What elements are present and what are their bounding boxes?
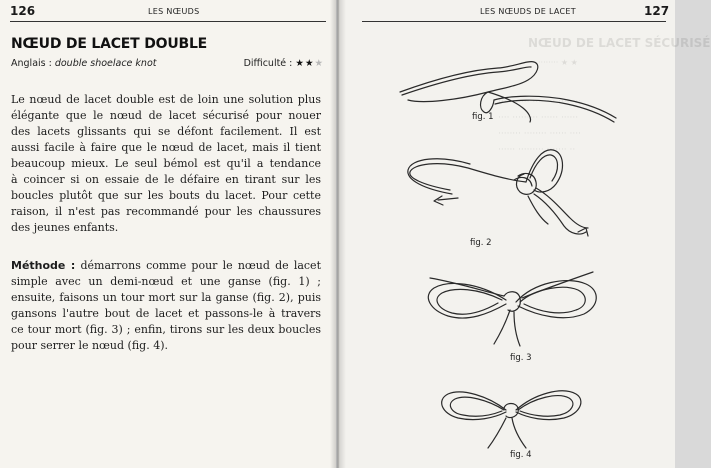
page-number-left: 126 (10, 4, 36, 18)
text-line: élégante que le nœud de lacet sécurisé pour nouer (11, 109, 321, 122)
text-line: à coincer si on essaie de le défaire en tirant sur les (11, 173, 321, 186)
knot-illustrations (338, 0, 675, 468)
fig-2-label: fig. 2 (470, 238, 492, 248)
fig-1-label: fig. 1 (472, 112, 494, 122)
fig-4-drawing (442, 391, 581, 448)
fig-3-label: fig. 3 (510, 353, 532, 363)
star-filled-icon: ★ (295, 58, 305, 69)
text-line: beaucoup mieux. Le seul bémol est qu'il a tendance (11, 157, 321, 170)
difficulty-label: Difficulté : (243, 58, 296, 69)
running-head-right: LES NŒUDS DE LACET (480, 7, 576, 16)
difficulty (244, 58, 324, 69)
show-through-title: NŒUD DE LACET SÉCURISÉ (528, 36, 711, 50)
english-name-text: double shoelace knot (54, 58, 157, 69)
header-rule-left (10, 21, 326, 22)
text-line: simple avec un demi-nœud et une ganse (fig. 1) ; (11, 275, 321, 288)
text-line: ce tour mort (fig. 3) ; enfin, tirons sur les deux boucles (11, 323, 321, 336)
text-line: boucles plutôt que sur les bouts du lacet. Pour cette (11, 189, 321, 202)
text-line (11, 258, 321, 274)
method-label: Méthode : (11, 259, 76, 272)
intro-paragraph (11, 92, 321, 236)
english-name (11, 58, 156, 69)
difficulty-stars (295, 58, 324, 69)
fig-4-label: fig. 4 (510, 450, 532, 460)
method-first-line: démarrons comme pour le nœud de lacet (75, 259, 321, 272)
fig-2-drawing (408, 150, 588, 236)
right-page (338, 0, 711, 468)
page-title: NŒUD DE LACET DOUBLE (11, 36, 208, 52)
text-line: raison, il n'est pas recommandé pour les chaussures (11, 205, 321, 218)
fig-1-drawing (400, 62, 616, 122)
text-line: aussi facile à faire que le nœud de lacet, mais il tient (11, 141, 321, 154)
show-through-text: ··· ······· ········ ········ ···· ········· ······ ······ ········ ········ ······ ···· ······ ········· ······· ·· (498, 97, 581, 155)
text-line: gansons l'autre bout de lacet et passons-le à travers (11, 307, 321, 320)
text-line: des jeunes enfants. (11, 221, 119, 234)
page-number-right: 127 (644, 4, 670, 18)
fig-3-drawing (428, 272, 596, 346)
star-empty-icon: ★ (314, 58, 324, 69)
method-paragraph (11, 258, 321, 354)
text-line: pour serrer le nœud (fig. 4). (11, 339, 168, 352)
english-prefix: Anglais : (11, 58, 55, 69)
text-line: des lacets glissants qui se défont facilement. Il est (11, 125, 321, 138)
left-page (0, 0, 336, 468)
running-head-left: LES NŒUDS (148, 7, 200, 16)
text-line: Le nœud de lacet double est de loin une solution plus (11, 93, 321, 106)
show-through-line: ········ ★ ★ (538, 58, 578, 67)
star-filled-icon: ★ (304, 58, 315, 69)
book-gutter (330, 0, 346, 468)
text-line: ensuite, faisons un tour mort sur la ganse (fig. 2), puis (11, 291, 321, 304)
